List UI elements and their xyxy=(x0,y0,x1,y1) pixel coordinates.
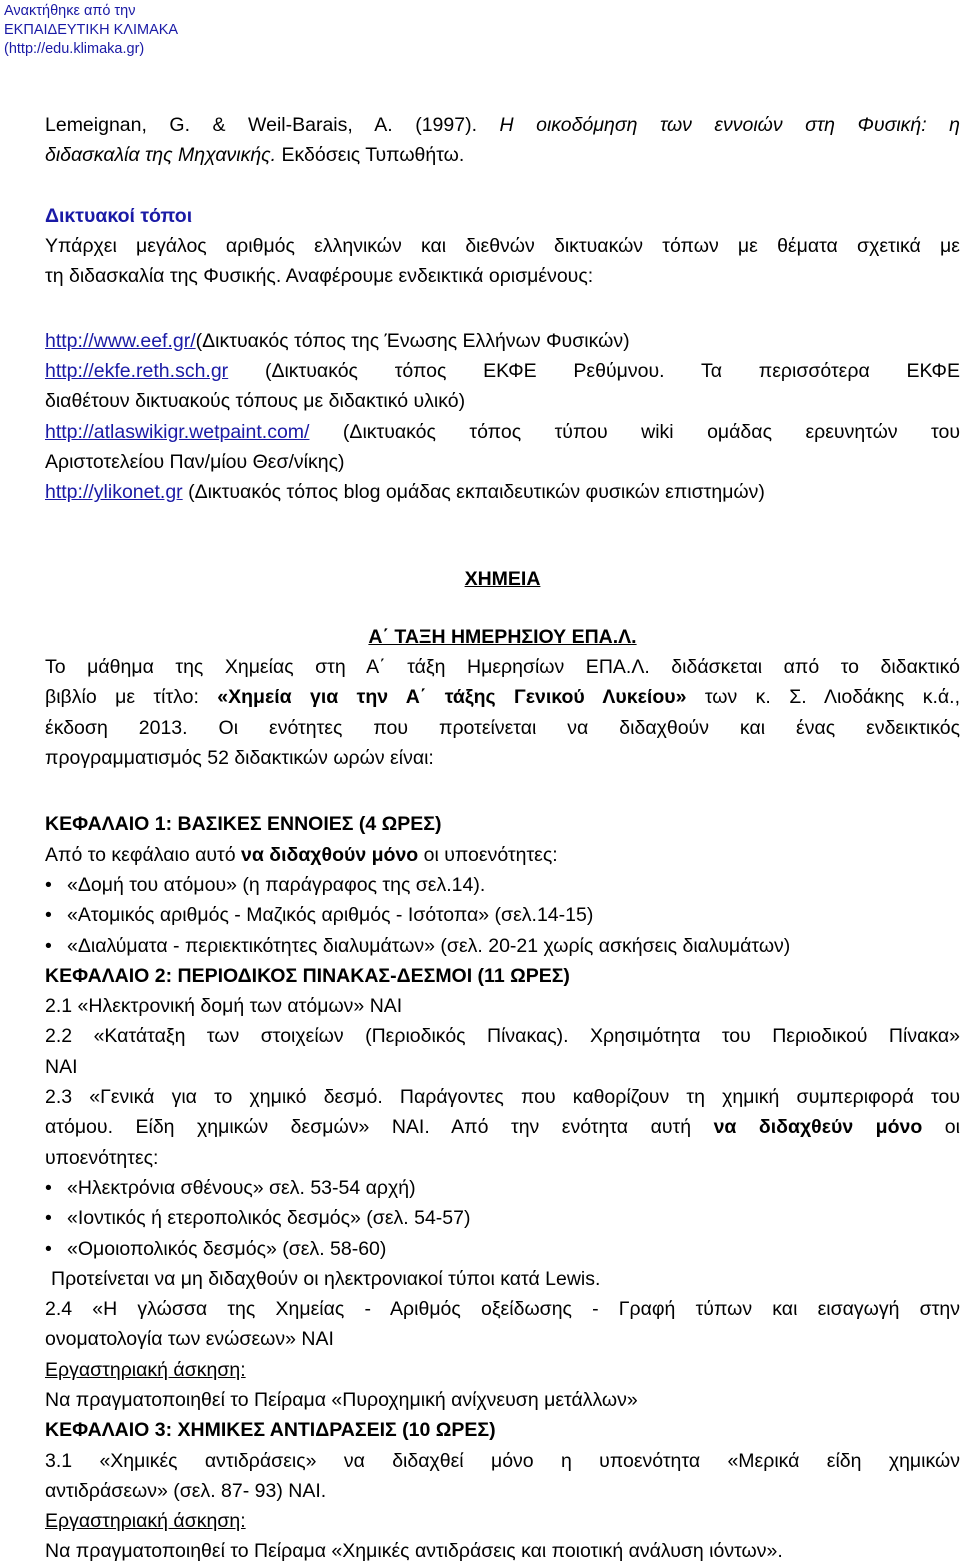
chapter1-intro-bold: να διδαχθούν μόνο xyxy=(241,843,419,866)
website-eef-link[interactable]: http://www.eef.gr/ xyxy=(45,329,196,352)
website-atlaswiki xyxy=(45,417,960,447)
chapter1-title: ΚΕΦΑΛΑΙΟ 1: ΒΑΣΙΚΕΣ ΕΝΝΟΙΕΣ (4 ΩΡΕΣ) xyxy=(45,813,442,836)
list-item xyxy=(45,1203,960,1233)
chapter3-title: ΚΕΦΑΛΑΙΟ 3: ΧΗΜΙΚΕΣ ΑΝΤΙΔΡΑΣΕΙΣ (10 ΩΡΕΣ) xyxy=(45,1419,496,1442)
chapter2-section-2-3-pre: ατόμου. Είδη χημικών δεσμών» ΝΑΙ. Από την ενότητα αυτή xyxy=(45,1116,714,1139)
list-item xyxy=(45,870,960,900)
chapter2-section-2-4: 2.4 «Η γλώσσα της Χημείας - Αριθμός οξείδωσης - Γραφή τύπων και εισαγωγή στην xyxy=(45,1298,960,1321)
reference-authors: Lemeignan, G. & Weil-Barais, A. (1997). xyxy=(45,114,477,136)
reference-line1 xyxy=(45,110,960,140)
reference-title-cont: διδασκαλία της Μηχανικής. xyxy=(45,144,277,167)
chapter3-section-3-1-cont: αντιδράσεων» (σελ. 87- 93) ΝΑΙ. xyxy=(45,1479,327,1502)
source-notice xyxy=(4,2,178,59)
chapter2-bullet-1: «Ηλεκτρόνια σθένους» σελ. 53-54 αρχή) xyxy=(67,1176,416,1199)
website-ekfe-desc: (Δικτυακός τόπος ΕΚΦΕ Ρεθύμνου. Τα περισσότερα ΕΚΦΕ xyxy=(228,360,960,383)
list-item xyxy=(45,1234,960,1264)
list-item xyxy=(45,900,960,930)
chem-intro-line2 xyxy=(45,682,960,712)
chapter2-note: Προτείνεται να μη διδαχθούν οι ηλεκτρονιακοί τύποι κατά Lewis. xyxy=(51,1267,601,1290)
source-notice-line2: ΕΚΠΑΙΔΕΥΤΙΚΗ ΚΛΙΜΑΚΑ xyxy=(4,22,179,38)
website-ekfe xyxy=(45,356,960,386)
chem-intro-line1: Το μάθημα της Χημείας στη Α΄ τάξη Ημερησίων ΕΠΑ.Λ. διδάσκεται από το διδακτικό xyxy=(45,656,960,679)
website-ylikonet-link[interactable]: http://ylikonet.gr xyxy=(45,481,183,504)
bullet-icon: • xyxy=(45,873,52,896)
bullet-icon: • xyxy=(45,904,52,927)
website-eef-desc: (Δικτυακός τόπος της Ένωσης Ελλήνων Φυσικών) xyxy=(195,329,630,352)
website-ekfe-desc-cont: διαθέτουν δικτυακούς τόπους με διδακτικό υλικό) xyxy=(45,390,466,413)
website-atlaswiki-desc-cont: Αριστοτελείου Παν/μίου Θεσ/νίκης) xyxy=(45,450,345,473)
chapter2-section-2-4-cont: ονοματολογία των ενώσεων» ΝΑΙ xyxy=(45,1328,334,1351)
websites-intro-line1: Υπάρχει μεγάλος αριθμός ελληνικών και διεθνών δικτυακών τόπων με θέματα σχετικά με xyxy=(45,235,960,258)
reference-line2 xyxy=(45,140,960,170)
chem-intro-book-post: των κ. Σ. Λιοδάκης κ.ά., xyxy=(686,686,960,709)
lab-experiment-2: Να πραγματοποιηθεί το Πείραμα «Χημικές αντιδράσεις και ποιοτική ανάλυση ιόντων». xyxy=(45,1540,783,1563)
reference-publisher: Εκδόσεις Τυπωθήτω. xyxy=(276,144,465,167)
chapter2-section-2-3-line3: υποενότητες: xyxy=(45,1146,159,1169)
website-ylikonet-desc: (Δικτυακός τόπος blog ομάδας εκπαιδευτικών φυσικών επιστημών) xyxy=(182,481,765,504)
source-notice-line1: Ανακτήθηκε από την xyxy=(4,3,136,19)
chem-intro-line4: προγραμματισμός 52 διδακτικών ωρών είναι: xyxy=(45,747,434,770)
document-body xyxy=(45,110,960,1567)
chapter1-bullet-3: «Διαλύματα - περιεκτικότητες διαλυμάτων» (σελ. 20-21 χωρίς ασκήσεις διαλυμάτων) xyxy=(67,934,791,957)
website-atlaswiki-link[interactable]: http://atlaswikigr.wetpaint.com/ xyxy=(45,420,310,443)
chapter1-intro-post: οι υποενότητες: xyxy=(418,843,558,866)
chapter2-section-2-3: 2.3 «Γενικά για το χημικό δεσμό. Παράγοντες που καθορίζουν τη χημική συμπεριφορά του xyxy=(45,1086,960,1109)
chapter1-intro xyxy=(45,840,960,870)
chapter2-section-2-3-line2 xyxy=(45,1112,960,1142)
chem-intro-book-pre: βιβλίο με τίτλο: xyxy=(45,686,218,709)
bullet-icon: • xyxy=(45,1207,52,1230)
bullet-icon: • xyxy=(45,1176,52,1199)
chapter1-intro-pre: Από το κεφάλαιο αυτό xyxy=(45,843,241,866)
chapter2-section-2-3-post: οι xyxy=(922,1116,960,1139)
chapter2-bullet-3: «Ομοιοπολικός δεσμός» (σελ. 58-60) xyxy=(67,1237,387,1260)
chem-subtitle: Α΄ ΤΑΞΗ ΗΜΕΡΗΣΙΟΥ ΕΠΑ.Λ. xyxy=(368,625,637,648)
chapter3-section-3-1: 3.1 «Χημικές αντιδράσεις» να διδαχθεί μόνο η υποενότητα «Μερικά είδη χημικών xyxy=(45,1449,960,1472)
chapter2-section-2-2: 2.2 «Κατάταξη των στοιχείων (Περιοδικός Πίνακας). Χρησιμότητα του Περιοδικού Πίνακα» xyxy=(45,1025,960,1048)
reference-title: Η οικοδόμηση των εννοιών στη Φυσική: η xyxy=(499,114,960,136)
chem-title: ΧΗΜΕΙΑ xyxy=(464,567,541,590)
website-ylikonet xyxy=(45,477,960,507)
websites-heading: Δικτυακοί τόποι xyxy=(45,204,193,227)
list-item xyxy=(45,931,960,961)
website-ekfe-link[interactable]: http://ekfe.reth.sch.gr xyxy=(45,360,229,383)
website-atlaswiki-desc: (Δικτυακός τόπος τύπου wiki ομάδας ερευνητών του xyxy=(309,420,960,443)
chapter2-section-2-3-bold: να διδαχθεύν μόνο xyxy=(713,1116,923,1139)
chem-intro-line3: έκδοση 2013. Οι ενότητες που προτείνεται να διδαχθούν και ένας ενδεικτικός xyxy=(45,716,960,739)
website-eef xyxy=(45,326,960,356)
lab-label-1: Εργαστηριακή άσκηση: xyxy=(45,1358,246,1381)
bullet-icon: • xyxy=(45,1237,52,1260)
chapter2-title: ΚΕΦΑΛΑΙΟ 2: ΠΕΡΙΟΔΙΚΟΣ ΠΙΝΑΚΑΣ-ΔΕΣΜΟΙ (11 ΩΡΕΣ) xyxy=(45,964,570,987)
chapter2-section-2-1: 2.1 «Ηλεκτρονική δομή των ατόμων» ΝΑΙ xyxy=(45,995,403,1018)
lab-label-2: Εργαστηριακή άσκηση: xyxy=(45,1510,246,1533)
lab-experiment-1: Να πραγματοποιηθεί το Πείραμα «Πυροχημική ανίχνευση μετάλλων» xyxy=(45,1388,638,1411)
websites-intro-line2: τη διδασκαλία της Φυσικής. Αναφέρουμε ενδεικτικά ορισμένους: xyxy=(45,265,594,288)
chem-intro-book-title: «Χημεία για την Α΄ τάξης Γενικού Λυκείου» xyxy=(217,686,687,709)
chapter2-bullet-2: «Ιοντικός ή ετεροπολικός δεσμός» (σελ. 54-57) xyxy=(67,1207,471,1230)
chapter1-bullet-1: «Δομή του ατόμου» (η παράγραφος της σελ.14). xyxy=(67,873,486,896)
chapter2-section-2-2-cont: ΝΑΙ xyxy=(45,1055,78,1078)
chapter1-bullet-2: «Ατομικός αριθμός - Μαζικός αριθμός - Ισότοπα» (σελ.14-15) xyxy=(67,904,594,927)
bullet-icon: • xyxy=(45,934,52,957)
list-item xyxy=(45,1173,960,1203)
source-notice-line3[interactable]: (http://edu.klimaka.gr) xyxy=(4,41,145,57)
